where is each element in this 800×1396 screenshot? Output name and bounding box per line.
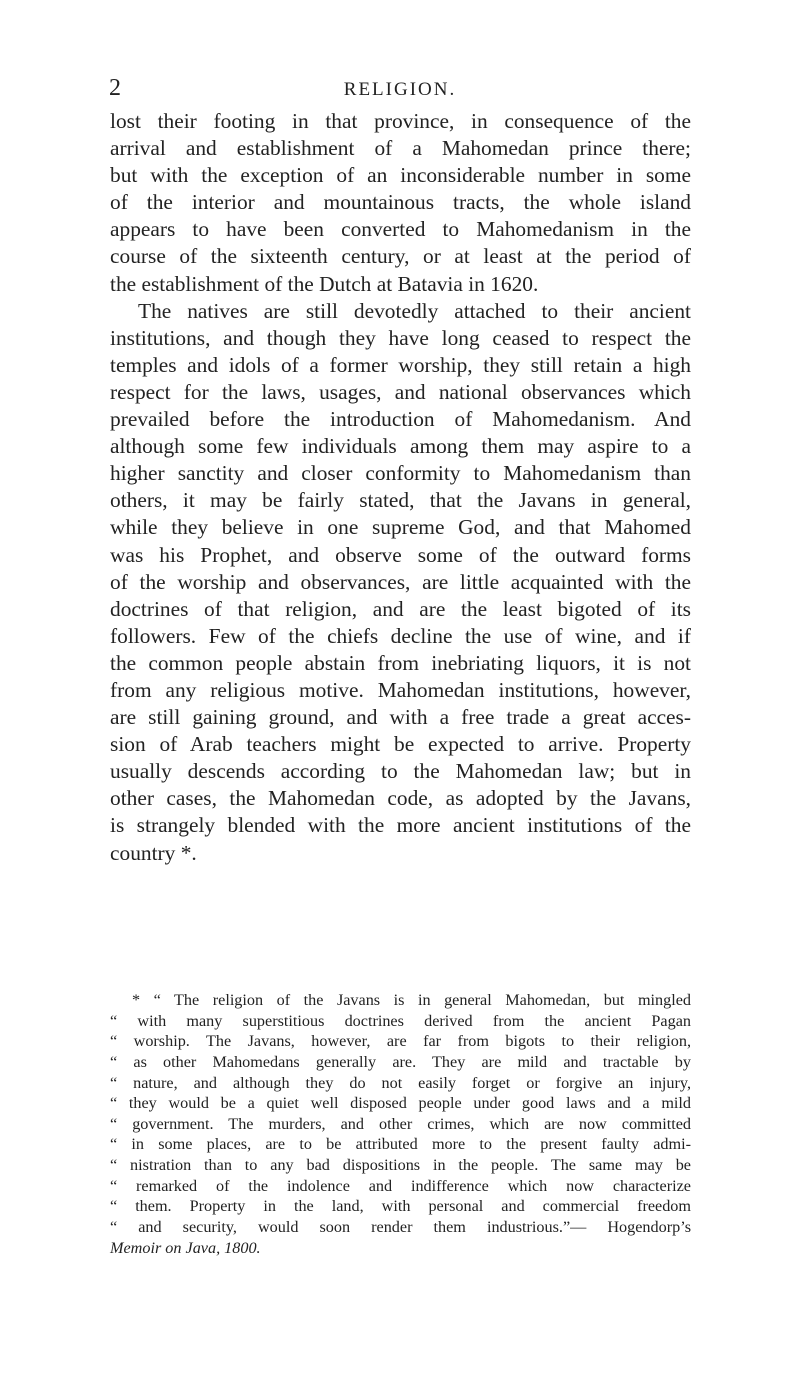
footnote-line: “ nature, and although they do not easily forget or forgive an injury,: [110, 1073, 691, 1092]
text-line: was his Prophet, and observe some of the outward forms: [110, 542, 691, 567]
text-line: institutions, and though they have long ceased to respect the: [110, 325, 691, 350]
text-line: of the interior and mountainous tracts, the whole island: [110, 190, 691, 215]
text-line: while they believe in one supreme God, and that Mahomed: [110, 515, 691, 540]
footnote-line: “ in some places, are to be attributed more to the present faulty admi-: [110, 1135, 691, 1154]
text-line: are still gaining ground, and with a free trade a great acces-: [110, 705, 691, 730]
footnote-line: “ them. Property in the land, with personal and commercial freedom: [110, 1197, 691, 1216]
text-line: but with the exception of an inconsiderable number in some: [110, 163, 691, 188]
text-line: of the worship and observances, are little acquainted with the: [110, 569, 691, 594]
footnote-line: “ remarked of the indolence and indifference which now characterize: [110, 1176, 691, 1195]
text-line: doctrines of that religion, and are the least bigoted of its: [110, 596, 691, 621]
footnote-line: “ worship. The Javans, however, are far from bigots to their religion,: [110, 1032, 691, 1051]
main-text: [110, 108, 691, 867]
footnote-line: “ as other Mahomedans generally are. They are mild and tractable by: [110, 1052, 691, 1071]
footnote: [110, 990, 691, 1258]
text-line: is strangely blended with the more ancient institutions of the: [110, 813, 691, 838]
text-line: although some few individuals among them may aspire to a: [110, 434, 691, 459]
text-line: prevailed before the introduction of Mahomedanism. And: [110, 407, 691, 432]
footnote-line: “ nistration than to any bad dispositions in the people. The same may be: [110, 1156, 691, 1175]
text-line: arrival and establishment of a Mahomedan prince there;: [110, 136, 691, 161]
footnote-line: * “ The religion of the Javans is in general Mahomedan, but mingled: [132, 991, 691, 1009]
footnote-line: “ they would be a quiet well disposed people under good laws and a mild: [110, 1094, 691, 1113]
text-line: others, it may be fairly stated, that the Javans in general,: [110, 488, 691, 513]
text-line: The natives are still devotedly attached to their ancient: [138, 298, 691, 323]
text-line: the common people abstain from inebriating liquors, it is not: [110, 650, 691, 675]
text-line: lost their footing in that province, in consequence of the: [110, 109, 691, 133]
page-number: 2: [109, 75, 121, 101]
text-line: course of the sixteenth century, or at least at the period of: [110, 244, 691, 269]
running-head: RELIGION.: [343, 79, 457, 100]
text-line: higher sanctity and closer conformity to Mahomedanism than: [110, 461, 691, 486]
text-line: appears to have been converted to Mahomedanism in the: [110, 217, 691, 242]
text-line: the establishment of the Dutch at Batavia in 1620.: [110, 271, 539, 296]
page-header: [0, 62, 800, 102]
footnote-line: “ and security, would soon render them industrious.”— Hogendorp’s: [110, 1218, 691, 1237]
text-line: from any religious motive. Mahomedan institutions, however,: [110, 677, 691, 702]
footnote-line: “ with many superstitious doctrines derived from the ancient Pagan: [110, 1011, 691, 1030]
text-line: respect for the laws, usages, and national observances which: [110, 379, 691, 404]
footnote-line: “ government. The murders, and other crimes, which are now committed: [110, 1114, 691, 1133]
footnote-line: Memoir on Java, 1800.: [110, 1238, 261, 1257]
text-line: followers. Few of the chiefs decline the use of wine, and if: [110, 623, 691, 648]
text-line: sion of Arab teachers might be expected to arrive. Property: [110, 732, 691, 757]
text-line: other cases, the Mahomedan code, as adopted by the Javans,: [110, 786, 691, 811]
text-line: temples and idols of a former worship, they still retain a high: [110, 352, 691, 377]
text-line: usually descends according to the Mahomedan law; but in: [110, 759, 691, 784]
text-line: country *.: [110, 840, 197, 865]
